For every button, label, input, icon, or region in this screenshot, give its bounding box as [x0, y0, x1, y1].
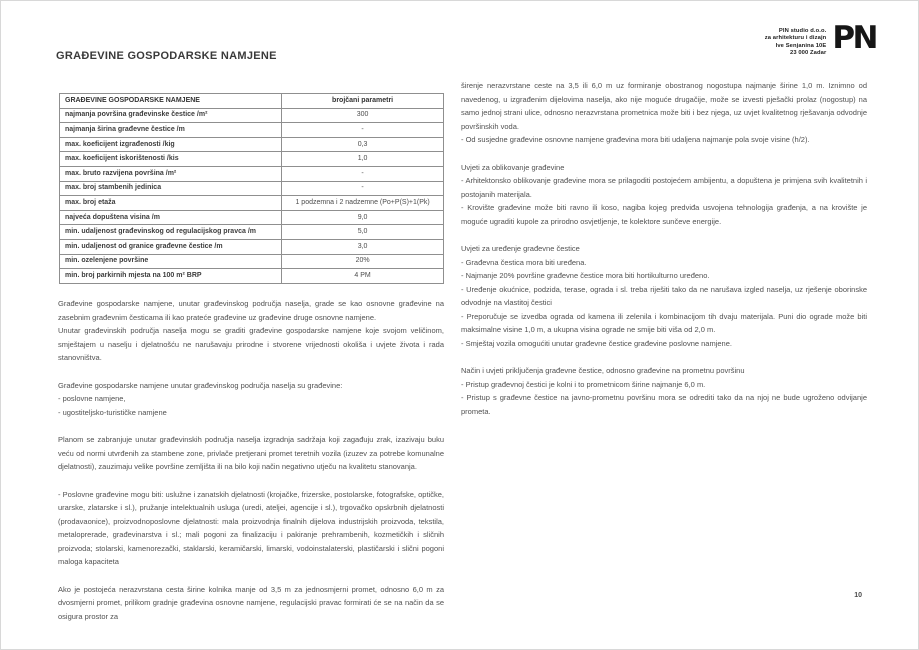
list-item: - Pristup građevnoj čestici je kolni i to prometnicom širine najmanje 6,0 m. — [461, 379, 706, 389]
right-text-column — [461, 79, 867, 418]
param-label-cell: najveća dopuštena visina /m — [60, 210, 282, 225]
page-number: 10 — [854, 592, 862, 599]
param-label-cell: max. koeficijent iskorištenosti /kis — [60, 152, 282, 167]
param-label-cell: min. broj parkirnih mjesta na 100 m² BRP — [60, 269, 282, 284]
param-label-cell: max. broj etaža — [60, 196, 282, 211]
logo-line: Ive Senjanina 10E — [775, 42, 827, 49]
param-value-cell: 3,0 — [282, 239, 444, 254]
paragraph: Planom se zabranjuje unutar građevinskih područja naselja izgradnja sadržaja koji zagađuju zrak, izazivaju buku veću od normi utvrđenih za stambene zone, privlače pretjerani promet teretnih vozila (izuzev za potrebe komunalne djelatnosti), zauzimaju velike površine zemljišta ili na bilo koji način negativno utječu na kvalitetu stanovanja. — [58, 435, 444, 471]
list-item: - Od susjedne građevine osnovne namjene građevina mora biti udaljena najmanje pola svoje visine (h/2). — [461, 135, 810, 144]
table-row — [60, 137, 444, 152]
list-item: - Krovište građevine može biti ravno ili koso, nagiba kojeg predviđa usvojena tehnologija građenja, a na krovište je moguće ugraditi kupole za prirodno osvjetljenje, te kolektore sunčeve energije. — [461, 203, 867, 226]
table-row — [60, 210, 444, 225]
section-heading: Uvjeti za oblikovanje građevine — [461, 162, 565, 172]
section-heading: Uvjeti za uređenje građevne čestice — [461, 244, 580, 253]
param-label-cell: min. udaljenost od granice građevne čestice /m — [60, 239, 282, 254]
param-value-cell: 300 — [282, 108, 444, 123]
company-logo — [765, 19, 876, 58]
param-label-cell: max. koeficijent izgrađenosti /kig — [60, 137, 282, 152]
table-row — [60, 269, 444, 284]
param-label-cell: najmanja širina građevne čestice /m — [60, 123, 282, 138]
logo-line: 23 000 Zadar — [790, 50, 827, 57]
param-value-cell: 5,0 — [282, 225, 444, 240]
table-header-label: GRAĐEVINE GOSPODARSKE NAMJENE — [60, 94, 282, 109]
table-row — [60, 225, 444, 240]
param-value-cell: 20% — [282, 254, 444, 269]
table-row — [60, 181, 444, 196]
table-header-row — [60, 94, 444, 109]
pn-logo-icon: PN — [832, 20, 876, 56]
list-item: - ugostiteljsko-turističke namjene — [58, 407, 167, 417]
list-item: - Arhitektonsko oblikovanje građevine mora se prilagoditi postojećem ambijentu, a dopuštena je primjena svih kvalitetnih i postojanih materijala. — [461, 176, 867, 199]
param-label-cell: max. bruto razvijena površina /m² — [60, 166, 282, 181]
list-item: - Smještaj vozila omogućiti unutar građevne čestice građevine poslovne namjene. — [461, 338, 732, 348]
paragraph: Ako je postojeća nerazvrstana cesta širine kolnika manje od 3,5 m za jednosmjerni promet, odnosno 6,0 m za dvosmjerni promet, prilikom gradnje građevina osnovne namjene, regulacijski pravac formirati će se na način da se osigura prostor za — [58, 584, 444, 621]
list-item: - Najmanje 20% površine građevne čestice mora biti hortikulturno uređeno. — [461, 271, 710, 280]
param-label-cell: min. udaljenost građevinskog od regulacijskog pravca /m — [60, 225, 282, 240]
logo-line: za arhitekturu i dizajn — [764, 35, 827, 42]
param-value-cell: 0,3 — [282, 137, 444, 152]
param-value-cell: 9,0 — [282, 210, 444, 225]
param-label-cell: min. ozelenjene površine — [60, 254, 282, 269]
param-value-cell: 1,0 — [282, 152, 444, 167]
param-value-cell: - — [282, 181, 444, 196]
list-item: - Građevna čestica mora biti uređena. — [461, 257, 587, 267]
table-header-value: brojčani parametri — [282, 94, 444, 109]
paragraph: Građevine gospodarske namjene unutar građevinskog područja naselja su građevine: — [58, 380, 343, 390]
paragraph: širenje nerazvrstane ceste na 3,5 ili 6,0 m uz formiranje obostranog nogostupa najmanje širine 1,0 m. Iznimno od navedenog, u izgrađenim dijelovima naselja, ako nije moguće drugačije, može se izvesti pješački prolaz (nogostup) na samo jednoj strani ulice, odnosno nerazvrstana prometnica može biti i bez njega, uz uvjet kvalitetnog rješavanja odvodnje površinskih voda. — [461, 81, 867, 131]
list-item: - Pristup s građevne čestice na javno-prometnu površinu mora se odrediti tako da na njoj ne bude ugroženo odvijanje prometa. — [461, 393, 867, 416]
paragraph: Unutar građevinskih područja naselja mogu se graditi građevine gospodarske namjene koje svojom veličinom, smještajem u naselju i djelatnošću ne narušavaju prirodne i stvorene vrijednosti okoliša i uvjete života i rada stanovništva. — [58, 326, 444, 362]
table-row — [60, 123, 444, 138]
param-label-cell: max. broj stambenih jedinica — [60, 181, 282, 196]
paragraph: - Poslovne građevine mogu biti: uslužne i zanatskih djelatnosti (krojačke, frizerske, postolarske, fotografske, optičke, urarske, zlatarske i sl.), pružanje intelektualnih usluga (uredi, ateljei, agencije i sl.), trgovačko opskrbnih djelatnosti (prodavaonice), proizvodnoposlovne djelatnosti: mala proizvodnja finalnih dijelova industrijskih proizvoda, tekstila, metaloprerade, građevinarstva i sl.; mali pogoni za finalizaciju i pakiranje prehrambenih, kozmetičkih i sličnih proizvoda; stolarski, kamenorezački, staklarski, keramičarski, limarski, vodoinstalaterski, plastičarski i slični pogoni maloga kapaciteta — [58, 489, 444, 566]
list-item: - Preporučuje se izvedba ograda od kamena ili zelenila i kombinacijom tih dvaju materijala. Puni dio ograde može biti maksimalne visine 1,0 m, a ukupna visina ograde ne smije biti viša od 2,0 m. — [461, 311, 867, 334]
logo-address-block — [765, 28, 827, 58]
list-item: - Uređenje okućnice, podzida, terase, ograda i sl. treba riješiti tako da ne narušava izgled naselja, uz rješenje oborinske odvodnje na vlastitoj čestici — [461, 284, 867, 307]
section-heading: Način i uvjeti priključenja građevne čestice, odnosno građevine na prometnu površinu — [461, 366, 745, 375]
param-label-cell: najmanja površina građevinske čestice /m² — [60, 108, 282, 123]
table-row — [60, 108, 444, 123]
param-value-cell: 1 podzemna i 2 nadzemne (Po+P(S)+1(Pk) — [282, 196, 444, 211]
param-value-cell: - — [282, 123, 444, 138]
logo-line: PIN studio d.o.o. — [778, 28, 827, 34]
list-item: - poslovne namjene, — [58, 394, 126, 403]
table-row — [60, 166, 444, 181]
paragraph: Građevine gospodarske namjene, unutar građevinskog područja naselja, grade se kao osnovne građevine na zasebnim građevnim česticama ili kao prateće građevine uz građevine druge osnovne namjene. — [58, 299, 444, 322]
table-row — [60, 239, 444, 254]
left-text-column — [58, 297, 444, 623]
table-row — [60, 196, 444, 211]
parameters-table — [59, 93, 444, 284]
page-title: GRAĐEVINE GOSPODARSKE NAMJENE — [56, 50, 277, 62]
table-row — [60, 254, 444, 269]
table-row — [60, 152, 444, 167]
param-value-cell: - — [282, 166, 444, 181]
param-value-cell: 4 PM — [282, 269, 444, 284]
